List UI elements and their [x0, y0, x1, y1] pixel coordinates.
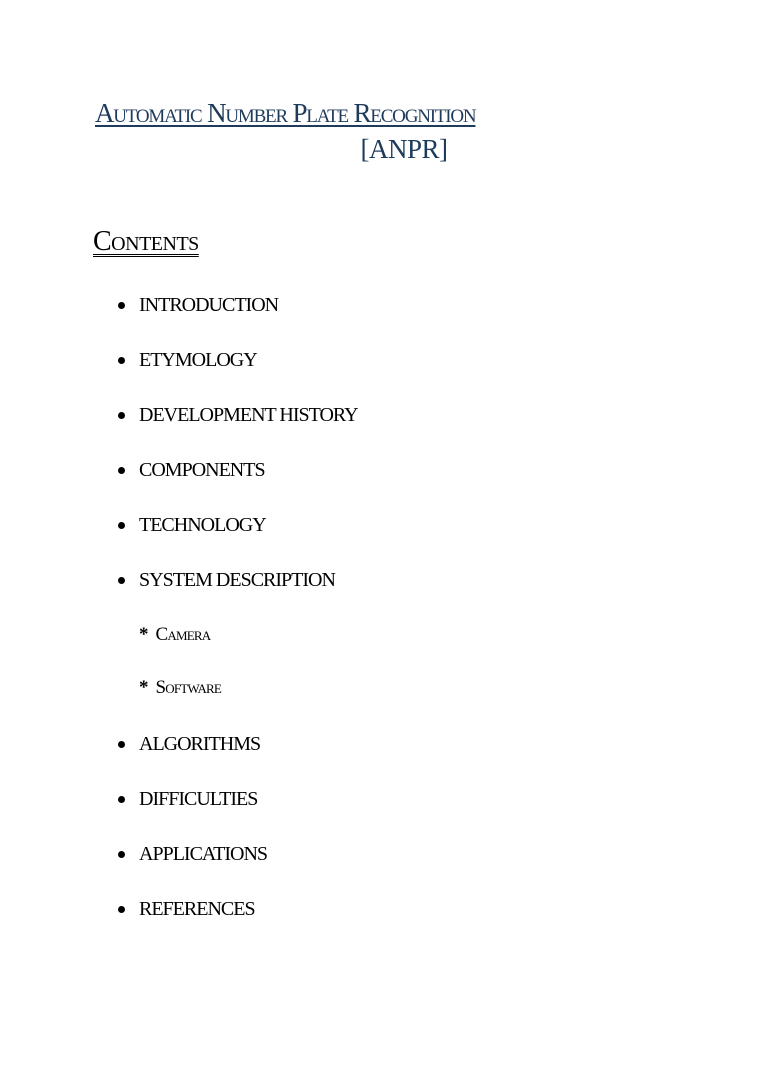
toc-item-label: SYSTEM DESCRIPTION — [139, 569, 335, 591]
toc-item — [118, 455, 265, 485]
toc-item-label: DEVELOPMENT HISTORY — [139, 404, 358, 426]
bullet-icon — [118, 796, 125, 803]
toc-item — [118, 510, 266, 540]
asterisk-marker: * — [139, 677, 149, 698]
toc-item-label: ETYMOLOGY — [139, 349, 257, 371]
toc-item-label: COMPONENTS — [139, 459, 265, 481]
bullet-icon — [118, 412, 125, 419]
toc-item — [118, 290, 278, 320]
toc-item-label: REFERENCES — [139, 898, 255, 920]
toc-sub-item-label: Software — [155, 677, 222, 698]
bullet-icon — [118, 302, 125, 309]
toc-item — [118, 400, 358, 430]
toc-sub-item — [139, 622, 210, 648]
bullet-icon — [118, 357, 125, 364]
document-subtitle-text: [ANPR] — [360, 134, 448, 164]
asterisk-marker: * — [139, 624, 149, 645]
toc-item — [118, 894, 255, 924]
toc-item-label: INTRODUCTION — [139, 294, 279, 316]
toc-item — [118, 784, 257, 814]
toc-item — [118, 729, 260, 759]
toc-item — [118, 345, 257, 375]
contents-heading: Contents — [93, 226, 199, 257]
bullet-icon — [118, 741, 125, 748]
bullet-icon — [118, 906, 125, 913]
document-subtitle — [0, 132, 768, 166]
bullet-icon — [118, 467, 125, 474]
bullet-icon — [118, 851, 125, 858]
toc-item-label: TECHNOLOGY — [139, 514, 266, 536]
toc-item-label: DIFFICULTIES — [139, 788, 258, 810]
document-title: Automatic Number Plate Recognition — [95, 98, 476, 128]
toc-sub-item — [139, 675, 221, 701]
toc-item-label: ALGORITHMS — [139, 733, 261, 755]
toc-item — [118, 839, 267, 869]
toc-sub-item-label: Camera — [155, 624, 211, 645]
bullet-icon — [118, 577, 125, 584]
toc-item-label: APPLICATIONS — [139, 843, 268, 865]
bullet-icon — [118, 522, 125, 529]
toc-item — [118, 565, 335, 595]
